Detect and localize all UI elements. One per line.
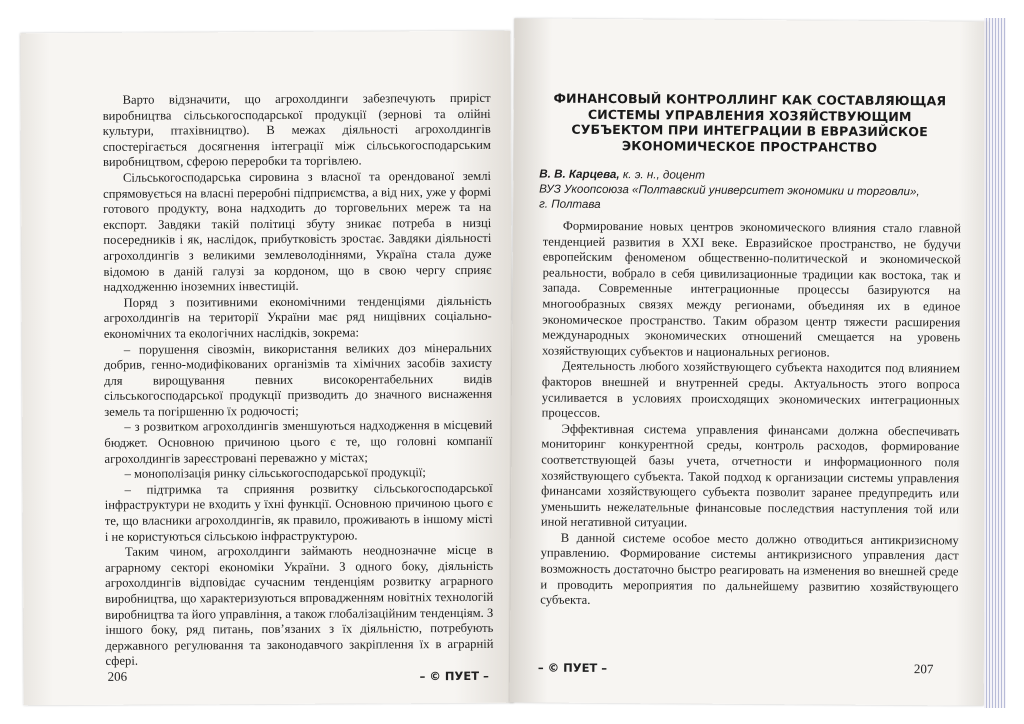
list-item: – підтримка та сприяння розвитку сільськогосподарської інфраструктури не входить у їхні функції. Основною причиною цього є те, що власники агрохолдингів, як правило, проживають в іншому місті і не користуються сільською інфраструктурою. [104, 480, 493, 544]
list-item: – монополізація ринку сільськогосподарської продукції; [124, 465, 426, 481]
article-title: ФИНАНСОВЫЙ КОНТРОЛЛИНГ КАК СОСТАВЛЯЮЩАЯ СИСТЕМЫ УПРАВЛЕНИЯ ХОЗЯЙСТВУЮЩИМ СУБЪЕКТОМ ПРИ ИНТЕГРАЦИИ В ЕВРАЗИЙСКОЕ ЭКОНОМИЧЕСКОЕ ПРОСТРАНСТВО [553, 90, 947, 155]
footer-brand: – © ПУЕТ – [419, 668, 489, 684]
affiliation: ВУЗ Укоопсоюза «Полтавский университет экономики и торговли», [539, 182, 920, 199]
list-item: – з розвитком агрохолдингів зменшуються надходження в місцевий бюджет. Основною причиною цього є те, що головні компанії агрохолдингів зареєстровані переважно у містах; [104, 418, 493, 466]
page-number: 206 [107, 668, 128, 684]
page-edges [984, 18, 1006, 708]
paragraph: Формирование новых центров экономического влияния стало главной тенденцией развития в XXI веке. Евразийское пространство, не будучи европейским феноменом общественно-политической и экономической реальности, вобрало в себя цивилизационные традиции как востока, так и запада. Современные интеграционные процессы базируются на многообразных связях между регионами, объединяя их в единое экономическое пространство. Таким образом центр тяжести расширения международных экономических отношений смещается на уровень хозяйствующих субъектов и национальных регионов. [542, 218, 961, 360]
paragraph: В данной системе особое место должно отводиться антикризисному управлению. Формирование системы антикризисного управления даст возможность достаточно быстро реагировать на изменения во внешней среде и проводить мероприятия по дальнейшему развитию хозяйствующего субъекта. [540, 530, 959, 608]
paragraph: Варто відзначити, що агрохолдинги забезпечують приріст виробництва сільськогосподарської продукції (зернові та олійні культури, птахівництво). В межах діяльності агрохолдингів спостерігається досягнення інтеграції між сільськогосподарським виробництвом, сферою переробки та торгівлею. [102, 90, 491, 170]
paragraph: Эффективная система управления финансами должна обеспечивать мониторинг конкурентной среды, контроль расходов, формирование соответствующей базы учета, отчетности и информационного поля хозяйствующего субъекта. Такой подход к организации системы управления финансами хозяйствующего субъекта позволит заранее предупредить или уменьшить нежелательные финансовые последствия наступления той или иной негативной ситуации. [540, 421, 960, 530]
paragraph: Таким чином, агрохолдинги займають неоднозначне місце в аграрному секторі економіки України. З одного боку, діяльність агрохолдингів відповідає сучасним тенденціям розвитку аграрного виробництва, що характеризуються впровадженням новітніх технологій виробництва та його управління, а також глобалізаційним тенденціям. З іншого боку, ряд питань, пов’язаних з їх діяльністю, потребують державного регулювання та законодавчого закріплення їх в аграрній сфері. [105, 543, 494, 669]
paragraph: Поряд з позитивними економічними тенденціями діяльність агрохолдингів на території України має ряд нищівних соціально-економічних та екологічних наслідків, зокрема: [103, 293, 492, 341]
right-page [510, 18, 989, 705]
city: г. Полтава [539, 197, 601, 211]
left-page [20, 31, 514, 706]
paragraph: Деятельность любого хозяйствующего субъекта находится под влиянием факторов внешней и внутренней среды. Актуальность этого вопроса усиливается в условиях происходящих экономических интеграционных процессов. [541, 359, 961, 421]
footer-brand: – © ПУЕТ – [537, 660, 608, 676]
page-number: 207 [913, 661, 934, 677]
list-item: – порушення сівозмін, використання великих доз мінеральних добрив, генно-модифікованих організмів та хімічних засобів захисту для вирощування певних високорентабельних видів сільськогосподарської продукції призводить до значного виснаження земель та погіршенню їх родючості; [103, 340, 493, 419]
paragraph: Сільськогосподарська сировина з власної та орендованої землі спрямовується на власні переробні підприємства, а від них, уже у формі готового продукту, вона надходить до торговельних мереж та на експорт. Завдяки такій політиці збуту зникає потреба в низці посередників і як, наслідок, прибутковість зростає. Завдяки діяльності агрохолдингів з великими землеволодіннями, Україна стала дуже відомою в даній галузі за кордоном, що в свою чергу сприяє надходженню іноземних інвестицій. [103, 168, 492, 294]
left-page-text [103, 91, 494, 670]
author-degree: к. э. н., доцент [619, 168, 705, 182]
right-page-text [540, 219, 961, 612]
author-name: В. В. Карцева, [539, 167, 620, 182]
author-block [539, 167, 959, 215]
